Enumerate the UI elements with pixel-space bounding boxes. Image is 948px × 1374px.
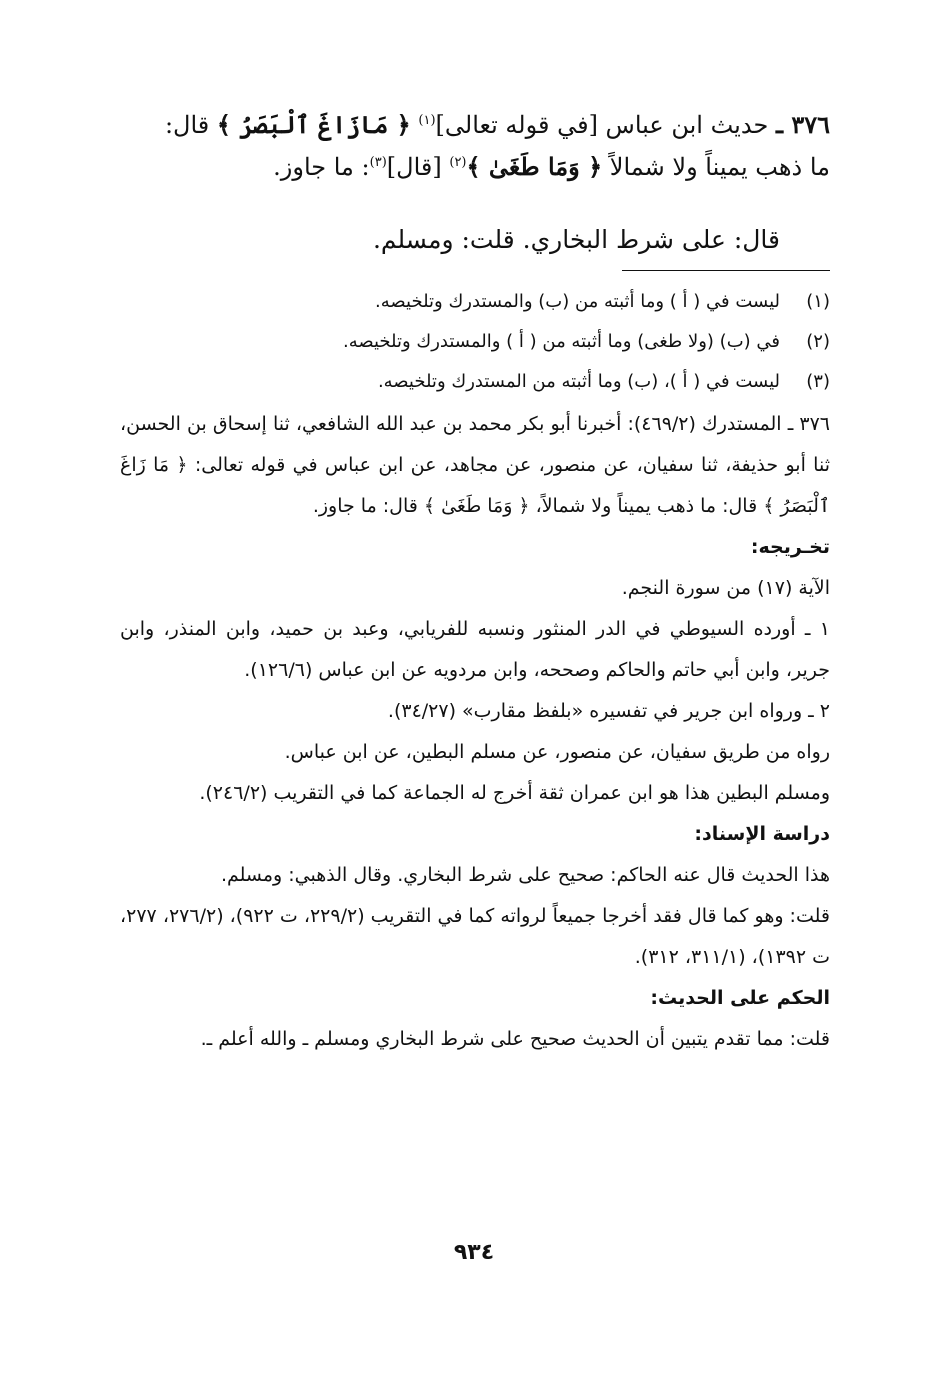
paragraph: قلت: وهو كما قال فقد أخرجا جميعاً لرواته كما في التقريب (٢٢٩/٢، ت ٩٢٢)، (٢٧٦/٢، ٢٧٧، ت ١٣٩٢)، (٣١١/١، ٣١٢). — [120, 905, 830, 968]
section-heading: دراسة الإسناد: — [694, 823, 830, 845]
footnote-number: (١) — [806, 291, 830, 312]
section-heading: الحكم على الحديث: — [650, 987, 830, 1009]
hadith-text: ما ذهب يميناً ولا شمالاً — [609, 153, 830, 181]
hadith-text: [قال] — [386, 153, 442, 181]
hadith-line-1 — [110, 104, 830, 146]
footnotes — [130, 282, 830, 402]
quran-verse-1: ﴿ مَازَاغَ ٱلْبَصَرُ ﴾ — [216, 110, 411, 139]
footnote-number: (٣) — [806, 371, 830, 392]
commentary — [120, 404, 830, 1060]
hadith-text: قال: — [164, 111, 210, 139]
paragraph: الآية (١٧) من سورة النجم. — [621, 577, 830, 599]
footnote-text: ليست في ( أ ) وما أثبته من (ب) والمستدرك وتلخيصه. — [375, 291, 780, 312]
footnote-divider — [622, 270, 830, 271]
paragraph: ١ ـ أورده السيوطي في الدر المنثور ونسبه للفريابي، وعبد بن حميد، وابن المنذر، وابن جرير، وابن أبي حاتم والحاكم وصححه، وابن مردويه عن ابن عباس (١٢٦/٦). — [120, 618, 830, 681]
paragraph: ومسلم البطين هذا هو ابن عمران ثقة أخرج له الجماعة كما في التقريب (٢٤٦/٢). — [199, 782, 830, 804]
footnote-ref-3: (٣) — [369, 155, 387, 170]
paragraph: قلت: مما تقدم يتبين أن الحديث صحيح على شرط البخاري ومسلم ـ والله أعلم ـ. — [200, 1028, 830, 1050]
hadith-number: ٣٧٦ ـ — [775, 110, 830, 139]
footnote-ref-1: (١) — [418, 113, 436, 128]
quran-verse-2: ﴿ وَمَا طَغَىٰ ﴾ — [466, 152, 603, 181]
footnote-text: ليست في ( أ )، (ب) وما أثبته من المستدرك وتلخيصه. — [377, 371, 780, 392]
hadith-line-2 — [110, 146, 830, 188]
footnote — [130, 322, 830, 362]
footnote — [130, 282, 830, 322]
paragraph: هذا الحديث قال عنه الحاكم: صحيح على شرط البخاري. وقال الذهبي: ومسلم. — [220, 864, 830, 886]
hadith-text: : ما جاوز. — [273, 153, 370, 181]
footnote-ref-2: (٢) — [449, 155, 467, 170]
footnote-number: (٢) — [806, 331, 830, 352]
verdict-line: قال: على شرط البخاري. قلت: ومسلم. — [372, 225, 780, 254]
paragraph: ٣٧٦ ـ المستدرك (٤٦٩/٢): أخبرنا أبو بكر محمد بن عبد الله الشافعي، ثنا إسحاق بن الحسن، ثنا أبو حذيفة، ثنا سفيان، عن منصور، عن مجاهد، عن ابن عباس في قوله تعالى: ﴿ مَا زَاغَ ٱلْبَصَرُ ﴾ قال: ما ذهب يميناً ولا شمالاً، ﴿ وَمَا طَغَىٰ ﴾ قال: ما جاوز. — [120, 413, 830, 517]
paragraph: ٢ ـ ورواه ابن جرير في تفسيره «بلفظ مقارب» (٣٤/٢٧). — [387, 700, 830, 722]
section-heading: تخـريجه: — [750, 536, 830, 558]
hadith-text: حديث ابن عباس [في قوله تعالى] — [435, 111, 769, 139]
main-hadith — [110, 104, 830, 188]
footnote-text: في (ب) (ولا طغى) وما أثبته من ( أ ) والمستدرك وتلخيصه. — [342, 331, 780, 352]
page-number: ٩٣٤ — [453, 1240, 495, 1265]
footnote — [130, 362, 830, 402]
paragraph: رواه من طريق سفيان، عن منصور، عن مسلم البطين، عن ابن عباس. — [284, 741, 830, 763]
